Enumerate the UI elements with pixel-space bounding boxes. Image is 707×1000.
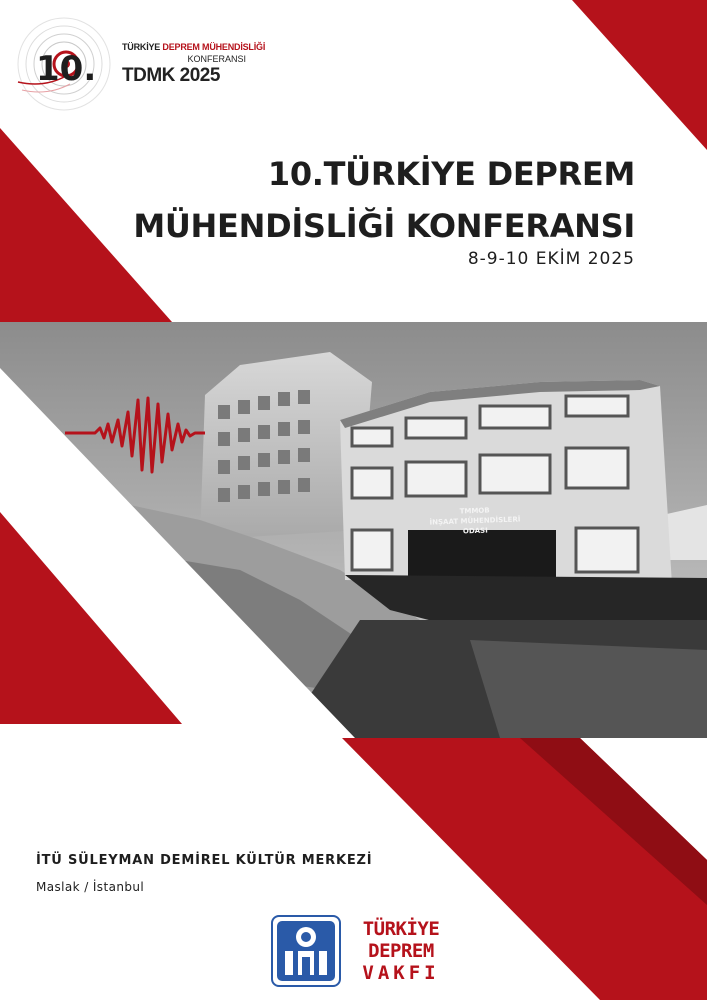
logo-number: 10.: [36, 49, 97, 89]
logo-line1-a: TÜRKİYE: [122, 42, 161, 52]
seismic-rings-icon: [14, 14, 114, 114]
red-band-top-right: [572, 0, 707, 150]
event-date: 8-9-10 EKİM 2025: [467, 249, 635, 269]
foundation-line2: DEPREM: [368, 940, 434, 962]
page-title: [133, 148, 635, 252]
title-line2: MÜHENDİSLİĞİ KONFERANSI: [133, 207, 635, 245]
logo-acronym: TDMK 2025: [122, 65, 220, 86]
building-sign-line1: TMMOB: [459, 506, 490, 516]
title-line1: 10.TÜRKİYE DEPREM: [267, 155, 635, 193]
foundation-line1: TÜRKİYE: [362, 918, 440, 940]
conference-logo: [14, 14, 114, 114]
conference-logo-text: [122, 42, 266, 87]
logo-line2: KONFERANSI: [187, 54, 246, 64]
logo-line1-b: DEPREM MÜHENDİSLİĞİ: [162, 42, 266, 52]
building-sign-line2: İNŞAAT MÜHENDİSLERİ ODASI: [429, 515, 521, 536]
venue-name: İTÜ SÜLEYMAN DEMİREL KÜLTÜR MERKEZİ: [36, 853, 373, 868]
turkiye-deprem-vakfi-logo: [362, 918, 440, 984]
building-sign: [420, 504, 531, 538]
imo-logo-icon: [271, 915, 341, 987]
venue-city: Maslak / İstanbul: [36, 880, 145, 894]
imo-logo: [271, 915, 341, 987]
logo-line1: [122, 42, 266, 52]
foundation-line3: VAKFI: [362, 962, 440, 984]
